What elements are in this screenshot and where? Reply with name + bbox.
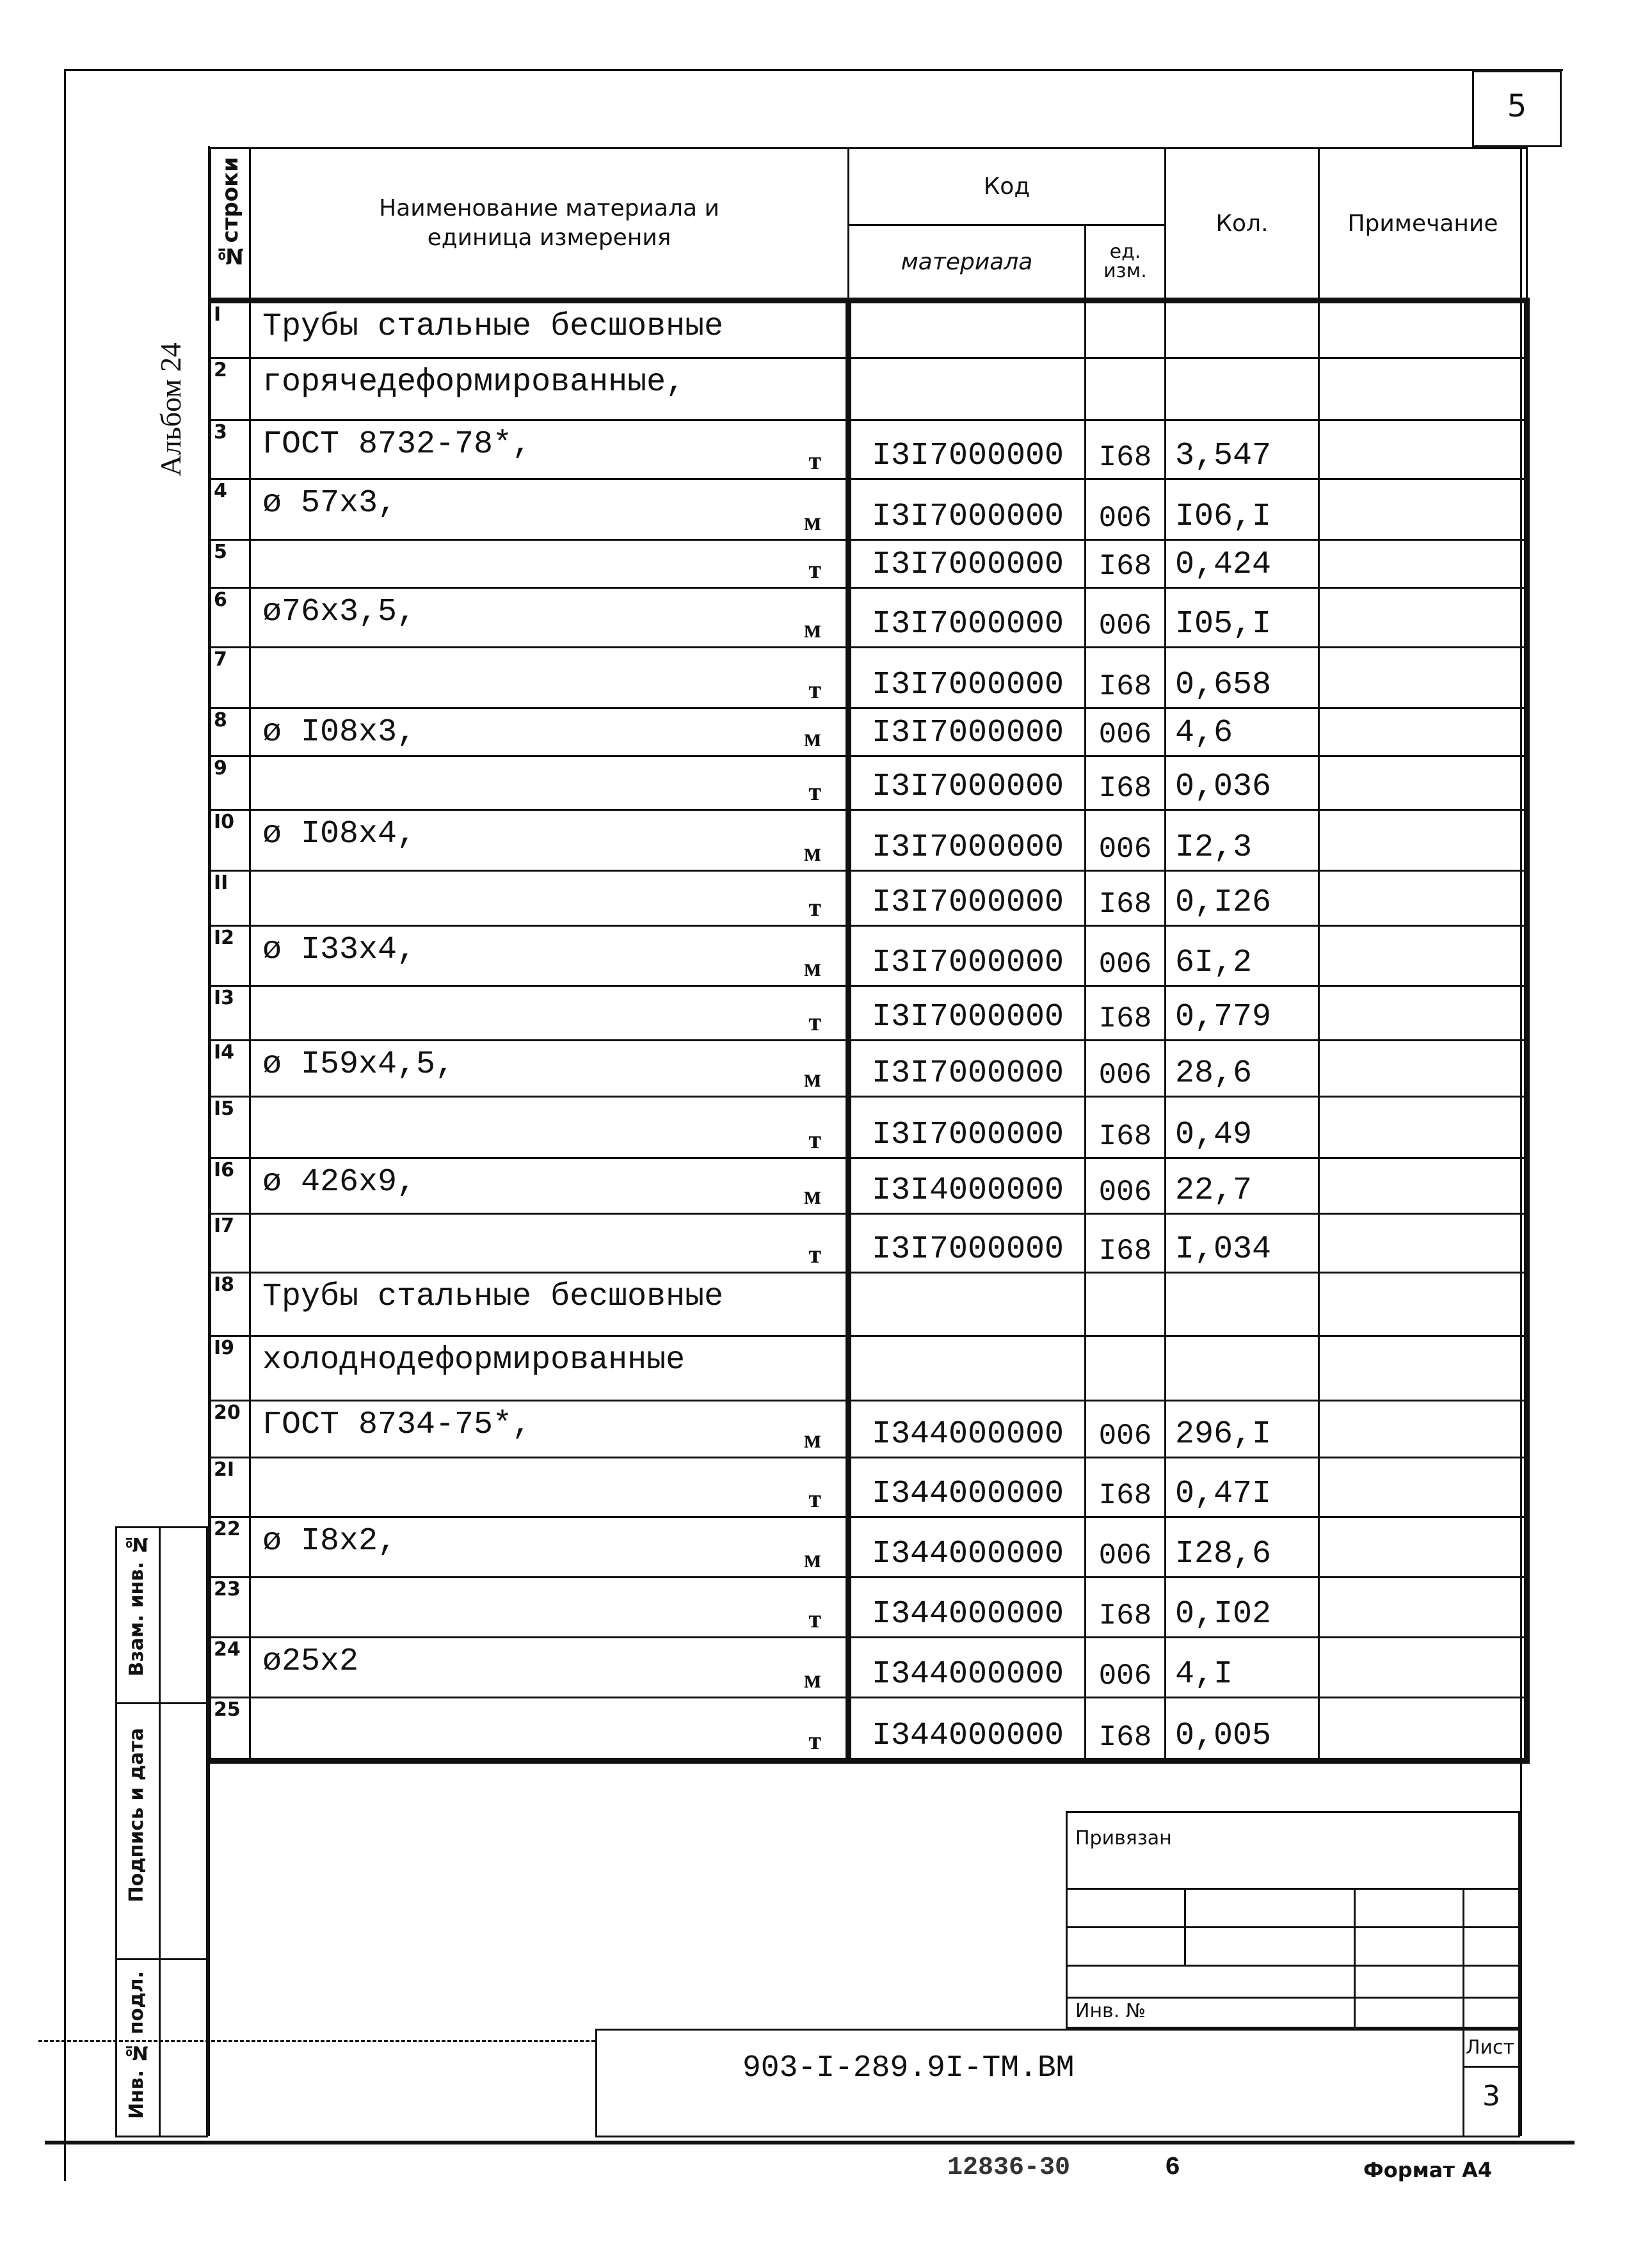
note xyxy=(1319,479,1527,540)
unit-code xyxy=(1086,1273,1166,1336)
row-number: 2 xyxy=(211,358,250,420)
header-name: Наименование материала и единица измерения xyxy=(250,148,849,301)
note xyxy=(1319,540,1527,588)
album-label: Альбом 24 xyxy=(154,342,187,477)
material-name-cell xyxy=(250,1638,849,1698)
table-row xyxy=(211,708,1527,756)
quantity: 0,424 xyxy=(1166,540,1319,588)
unit-letter: т xyxy=(808,1007,821,1036)
material-name: Трубы стальные бесшовные xyxy=(262,1279,724,1315)
unit-code: 006 xyxy=(1086,479,1166,540)
table-row xyxy=(211,1273,1527,1336)
material-name: горячедеформированные, xyxy=(262,364,685,401)
unit-letter: т xyxy=(808,675,821,704)
quantity: 4,I xyxy=(1166,1638,1319,1698)
row-number: 7 xyxy=(211,648,250,708)
unit-code: 006 xyxy=(1086,926,1166,986)
note xyxy=(1319,1638,1527,1698)
row-number: 24 xyxy=(211,1638,250,1698)
note xyxy=(1319,926,1527,986)
note xyxy=(1319,1273,1527,1336)
material-name-cell xyxy=(250,926,849,986)
unit-code: I68 xyxy=(1086,540,1166,588)
row-number: 25 xyxy=(211,1698,250,1761)
material-name: ø I59x4,5, xyxy=(262,1046,455,1083)
header-code: Код xyxy=(849,148,1166,225)
material-code: I3I7000000 xyxy=(849,871,1086,926)
note xyxy=(1319,708,1527,756)
quantity: I2,3 xyxy=(1166,810,1319,871)
table-row xyxy=(211,420,1527,479)
frame-left-line xyxy=(64,69,66,2181)
note xyxy=(1319,1041,1527,1097)
table-row xyxy=(211,871,1527,926)
material-code xyxy=(849,1336,1086,1401)
material-name-cell xyxy=(250,756,849,810)
row-number: 6 xyxy=(211,588,250,648)
quantity: 28,6 xyxy=(1166,1041,1319,1097)
unit-letter: м xyxy=(803,1181,821,1210)
unit-letter: м xyxy=(803,1665,821,1693)
material-code: I3I7000000 xyxy=(849,648,1086,708)
header-note: Примечание xyxy=(1319,148,1527,301)
material-name: Трубы стальные бесшовные xyxy=(262,308,724,345)
frame-top-line xyxy=(64,69,1563,71)
table-body xyxy=(211,301,1527,1761)
quantity: 0,005 xyxy=(1166,1698,1319,1761)
note xyxy=(1319,1158,1527,1214)
material-code xyxy=(849,358,1086,420)
material-name-cell xyxy=(250,648,849,708)
material-name-cell xyxy=(250,1273,849,1336)
row-number: I8 xyxy=(211,1273,250,1336)
material-name-cell xyxy=(250,1577,849,1638)
material-code xyxy=(849,301,1086,358)
material-code: I344000000 xyxy=(849,1517,1086,1577)
unit-letter: т xyxy=(808,1604,821,1633)
material-name-cell xyxy=(250,420,849,479)
material-name-cell xyxy=(250,479,849,540)
table-row xyxy=(211,479,1527,540)
unit-code: 006 xyxy=(1086,1517,1166,1577)
unit-letter: т xyxy=(808,1484,821,1513)
material-name-cell xyxy=(250,1041,849,1097)
sheet-label: Лист xyxy=(1466,2036,1515,2059)
material-code: I3I7000000 xyxy=(849,810,1086,871)
table-row xyxy=(211,756,1527,810)
note xyxy=(1319,1458,1527,1517)
material-code: I344000000 xyxy=(849,1577,1086,1638)
quantity: 6I,2 xyxy=(1166,926,1319,986)
note xyxy=(1319,1577,1527,1638)
header-code-unit: ед. изм. xyxy=(1086,225,1166,301)
note xyxy=(1319,648,1527,708)
privyazan-line-1 xyxy=(1066,1888,1520,1890)
material-name-cell xyxy=(250,1517,849,1577)
quantity: I06,I xyxy=(1166,479,1319,540)
quantity: 0,I02 xyxy=(1166,1577,1319,1638)
unit-code: I68 xyxy=(1086,871,1166,926)
quantity: 0,I26 xyxy=(1166,871,1319,926)
inv-no-label: Инв. № xyxy=(1075,2000,1146,2022)
material-name: ø25x2 xyxy=(262,1643,359,1680)
material-name-cell xyxy=(250,1097,849,1158)
row-number: I7 xyxy=(211,1214,250,1273)
row-number: I xyxy=(211,301,250,358)
unit-code: I68 xyxy=(1086,1097,1166,1158)
table-row xyxy=(211,1041,1527,1097)
quantity xyxy=(1166,1273,1319,1336)
unit-letter: т xyxy=(808,555,821,584)
unit-letter: т xyxy=(808,893,821,922)
unit-code: I68 xyxy=(1086,1577,1166,1638)
note xyxy=(1319,588,1527,648)
quantity: 0,47I xyxy=(1166,1458,1319,1517)
row-number: I0 xyxy=(211,810,250,871)
note xyxy=(1319,1517,1527,1577)
material-name-cell xyxy=(250,810,849,871)
side-stamp-divider xyxy=(159,1526,161,2137)
material-name: ø I8x2, xyxy=(262,1523,397,1560)
unit-code: I68 xyxy=(1086,1698,1166,1761)
unit-letter: т xyxy=(808,1125,821,1154)
sheet-number: 3 xyxy=(1482,2080,1500,2112)
unit-letter: м xyxy=(803,838,821,866)
material-code: I3I7000000 xyxy=(849,926,1086,986)
quantity xyxy=(1166,1336,1319,1401)
material-name-cell xyxy=(250,1214,849,1273)
inv-podl-label: Инв. № подл. xyxy=(125,1971,148,2120)
material-name: ø 426x9, xyxy=(262,1164,417,1201)
privyazan-col-1 xyxy=(1184,1888,1186,1965)
unit-letter: т xyxy=(808,446,821,475)
unit-code: 006 xyxy=(1086,588,1166,648)
privyazan-line-2 xyxy=(1066,1926,1520,1928)
sheet-divider xyxy=(1463,2066,1520,2068)
material-name-cell xyxy=(250,1698,849,1761)
materials-table xyxy=(209,147,1530,1764)
privyazan-col-3 xyxy=(1463,1888,1464,2029)
table-row xyxy=(211,540,1527,588)
unit-code: I68 xyxy=(1086,1458,1166,1517)
unit-code: 006 xyxy=(1086,1158,1166,1214)
unit-letter: м xyxy=(803,507,821,536)
doc-code: 903-I-289.9I-ТМ.ВМ xyxy=(742,2051,1075,2086)
footer-number: 12836-30 xyxy=(947,2153,1071,2182)
unit-code xyxy=(1086,1336,1166,1401)
material-name-cell xyxy=(250,871,849,926)
table-row xyxy=(211,1458,1527,1517)
unit-code: 006 xyxy=(1086,708,1166,756)
unit-code: I68 xyxy=(1086,648,1166,708)
material-code: I344000000 xyxy=(849,1698,1086,1761)
quantity: 296,I xyxy=(1166,1401,1319,1458)
row-number: 3 xyxy=(211,420,250,479)
side-stamp-line-1 xyxy=(115,1702,208,1704)
unit-letter: м xyxy=(803,614,821,643)
row-number: 2I xyxy=(211,1458,250,1517)
quantity: 3,547 xyxy=(1166,420,1319,479)
note xyxy=(1319,358,1527,420)
quantity: I05,I xyxy=(1166,588,1319,648)
table-row xyxy=(211,1214,1527,1273)
unit-letter: м xyxy=(803,1544,821,1573)
quantity xyxy=(1166,301,1319,358)
material-code: I3I7000000 xyxy=(849,540,1086,588)
bottom-dashed-line xyxy=(38,2040,595,2042)
row-number: I2 xyxy=(211,926,250,986)
unit-letter: м xyxy=(803,723,821,752)
table-row xyxy=(211,1401,1527,1458)
material-code: I344000000 xyxy=(849,1401,1086,1458)
privyazan-line-3 xyxy=(1066,1965,1520,1967)
material-code: I3I7000000 xyxy=(849,479,1086,540)
unit-letter: м xyxy=(803,1425,821,1453)
note xyxy=(1319,1698,1527,1761)
material-name: ГОСТ 8732-78*, xyxy=(262,426,532,463)
row-number: 20 xyxy=(211,1401,250,1458)
material-code: I3I7000000 xyxy=(849,1041,1086,1097)
material-code xyxy=(849,1273,1086,1336)
table-row xyxy=(211,588,1527,648)
material-name: ø76x3,5, xyxy=(262,594,417,630)
material-name: ø I33x4, xyxy=(262,932,417,968)
header-qty: Кол. xyxy=(1166,148,1319,301)
row-number: 4 xyxy=(211,479,250,540)
material-name-cell xyxy=(250,1158,849,1214)
material-name: ГОСТ 8734-75*, xyxy=(262,1407,532,1443)
material-name-cell xyxy=(250,1401,849,1458)
material-code: I3I7000000 xyxy=(849,708,1086,756)
page-number: 5 xyxy=(1507,88,1527,124)
row-number: 5 xyxy=(211,540,250,588)
side-stamp-line-2 xyxy=(115,1958,208,1960)
unit-letter: т xyxy=(808,777,821,806)
table-row xyxy=(211,1638,1527,1698)
material-name-cell xyxy=(250,588,849,648)
header-code-material: материала xyxy=(849,225,1086,301)
unit-letter: м xyxy=(803,1064,821,1092)
row-number: 8 xyxy=(211,708,250,756)
note xyxy=(1319,756,1527,810)
note xyxy=(1319,1336,1527,1401)
note xyxy=(1319,301,1527,358)
privyazan-col-2 xyxy=(1354,1888,1356,2029)
unit-code xyxy=(1086,301,1166,358)
material-name-cell xyxy=(250,708,849,756)
row-number: 22 xyxy=(211,1517,250,1577)
quantity xyxy=(1166,358,1319,420)
row-number: 23 xyxy=(211,1577,250,1638)
privyazan-label: Привязан xyxy=(1075,1827,1172,1849)
unit-code: 006 xyxy=(1086,810,1166,871)
note xyxy=(1319,420,1527,479)
material-code: I3I7000000 xyxy=(849,756,1086,810)
unit-code: I68 xyxy=(1086,420,1166,479)
material-name-cell xyxy=(250,1336,849,1401)
table-row xyxy=(211,1158,1527,1214)
podpis-data-label: Подпись и дата xyxy=(125,1728,148,1903)
note xyxy=(1319,1401,1527,1458)
table-row xyxy=(211,810,1527,871)
table-row xyxy=(211,1698,1527,1761)
material-name-cell xyxy=(250,986,849,1041)
row-number: 9 xyxy=(211,756,250,810)
table-row xyxy=(211,301,1527,358)
material-code: I344000000 xyxy=(849,1638,1086,1698)
row-number: I9 xyxy=(211,1336,250,1401)
table-row xyxy=(211,1336,1527,1401)
table-row xyxy=(211,1577,1527,1638)
material-code: I3I7000000 xyxy=(849,1097,1086,1158)
unit-code xyxy=(1086,358,1166,420)
unit-code: 006 xyxy=(1086,1041,1166,1097)
table-row xyxy=(211,648,1527,708)
material-code: I3I7000000 xyxy=(849,1214,1086,1273)
quantity: 0,49 xyxy=(1166,1097,1319,1158)
header-row-no: №строки xyxy=(211,148,250,301)
material-name-cell xyxy=(250,1458,849,1517)
row-number: II xyxy=(211,871,250,926)
privyazan-line-4 xyxy=(1066,1997,1520,1999)
table-row xyxy=(211,358,1527,420)
footer-sheet: 6 xyxy=(1165,2153,1181,2182)
unit-code: 006 xyxy=(1086,1638,1166,1698)
note xyxy=(1319,871,1527,926)
material-name: холоднодеформированные xyxy=(262,1342,685,1378)
unit-letter: т xyxy=(808,1726,821,1755)
note xyxy=(1319,1097,1527,1158)
material-name-cell xyxy=(250,301,849,358)
row-number: I3 xyxy=(211,986,250,1041)
quantity: I28,6 xyxy=(1166,1517,1319,1577)
table-row xyxy=(211,1517,1527,1577)
material-code: I3I7000000 xyxy=(849,420,1086,479)
quantity: 4,6 xyxy=(1166,708,1319,756)
unit-code: 006 xyxy=(1086,1401,1166,1458)
unit-code: I68 xyxy=(1086,1214,1166,1273)
material-code: I3I7000000 xyxy=(849,986,1086,1041)
quantity: 0,036 xyxy=(1166,756,1319,810)
table-row xyxy=(211,1097,1527,1158)
material-code: I3I4000000 xyxy=(849,1158,1086,1214)
note xyxy=(1319,810,1527,871)
quantity: 0,779 xyxy=(1166,986,1319,1041)
material-name: ø 57x3, xyxy=(262,485,397,522)
unit-letter: м xyxy=(803,953,821,982)
bottom-frame-line xyxy=(45,2141,1575,2144)
material-name: ø I08x3, xyxy=(262,714,417,751)
unit-code: I68 xyxy=(1086,986,1166,1041)
quantity: I,034 xyxy=(1166,1214,1319,1273)
note xyxy=(1319,1214,1527,1273)
row-number: I5 xyxy=(211,1097,250,1158)
table-row xyxy=(211,926,1527,986)
table-row xyxy=(211,986,1527,1041)
quantity: 0,658 xyxy=(1166,648,1319,708)
note xyxy=(1319,986,1527,1041)
unit-letter: т xyxy=(808,1240,821,1268)
material-code: I344000000 xyxy=(849,1458,1086,1517)
footer-format: Формат А4 xyxy=(1363,2158,1493,2182)
material-name: ø I08x4, xyxy=(262,816,417,852)
material-name-cell xyxy=(250,540,849,588)
row-number: I6 xyxy=(211,1158,250,1214)
material-name-cell xyxy=(250,358,849,420)
vzam-inv-label: Взам. инв. № xyxy=(125,1533,148,1677)
material-code: I3I7000000 xyxy=(849,588,1086,648)
quantity: 22,7 xyxy=(1166,1158,1319,1214)
row-number: I4 xyxy=(211,1041,250,1097)
unit-code: I68 xyxy=(1086,756,1166,810)
